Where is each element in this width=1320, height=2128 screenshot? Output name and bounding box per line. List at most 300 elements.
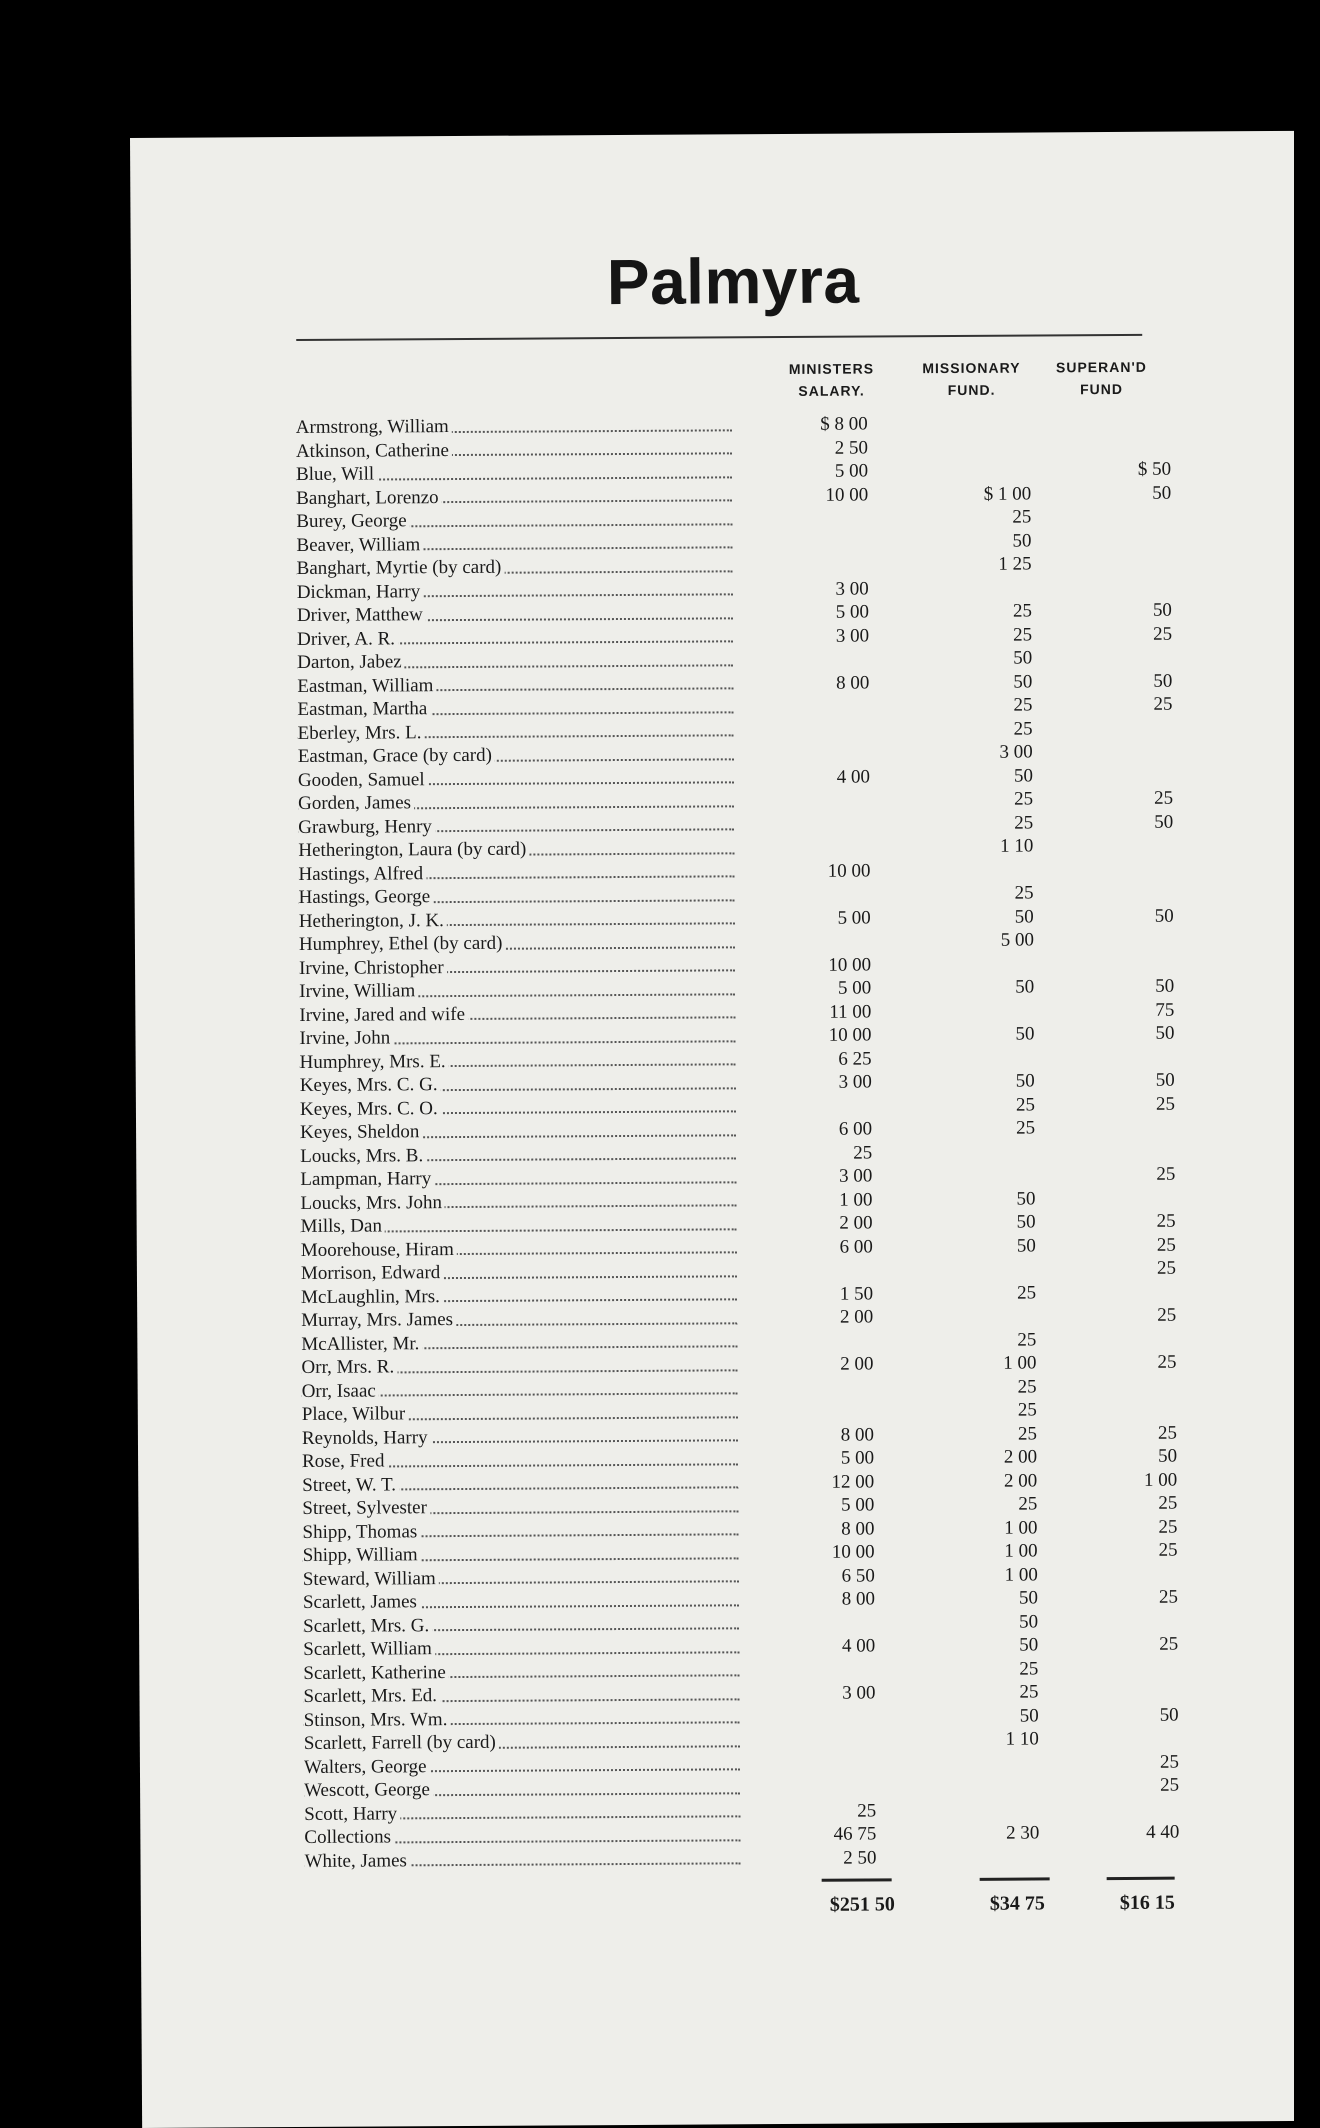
contributor-name: Stinson, Mrs. Wm. — [304, 1709, 451, 1731]
ministers-salary-cell — [774, 1728, 876, 1729]
scan-border — [1294, 0, 1320, 2128]
missionary-fund-cell: 25 — [1015, 1093, 1035, 1116]
missionary-fund-cell: 50 — [1015, 1023, 1035, 1045]
ministers-salary-cell: 2 50 — [843, 1846, 877, 1869]
missionary-fund-cell — [919, 999, 1034, 1000]
name-cell — [301, 1306, 741, 1332]
ministers-salary-cell: 2 50 — [834, 436, 868, 459]
contributor-name: Moorehouse, Hiram — [301, 1239, 457, 1261]
superannuation-fund-cell: 25 — [1158, 1586, 1178, 1608]
contributor-name: Eberley, Mrs. L. — [298, 722, 425, 744]
superannuation-fund-cell — [1061, 1327, 1176, 1328]
superannuation-fund-cell — [1060, 1045, 1175, 1046]
name-cell — [299, 907, 739, 933]
superannuation-fund-cell: 50 — [1155, 1022, 1175, 1044]
ministers-salary-cell: 46 75 — [833, 1823, 877, 1845]
contributor-name: Wescott, George — [304, 1779, 433, 1801]
name-cell — [301, 1212, 741, 1238]
contributor-name: Scott, Harry — [304, 1803, 400, 1825]
ministers-salary-cell: 3 00 — [842, 1682, 876, 1704]
missionary-fund-cell: 25 — [1013, 788, 1034, 810]
ministers-salary-cell: $ 8 00 — [820, 413, 868, 435]
contributor-name: Darton, Jabez — [297, 651, 405, 673]
name-cell — [297, 695, 737, 721]
contributor-name: McLaughlin, Mrs. — [301, 1286, 443, 1308]
missionary-fund-cell: 50 — [1018, 1587, 1038, 1609]
name-cell — [301, 1259, 741, 1285]
ministers-salary-cell — [768, 741, 870, 742]
name-cell — [302, 1494, 742, 1520]
contributor-name: Driver, A. R. — [297, 628, 398, 650]
page-title: Palmyra — [606, 244, 860, 319]
name-cell — [297, 625, 737, 651]
contributor-name: Hetherington, J. K. — [299, 910, 447, 932]
contributor-name: Keyes, Sheldon — [300, 1121, 422, 1143]
missionary-fund-cell — [919, 952, 1034, 953]
header-line: FUND — [1080, 380, 1124, 398]
superannuation-fund-cell: 50 — [1158, 1445, 1178, 1467]
superannuation-fund-cell: 50 — [1152, 599, 1172, 621]
ministers-salary-cell: 10 00 — [828, 1024, 872, 1046]
name-cell — [297, 554, 737, 580]
superannuation-fund-cell — [1060, 1116, 1175, 1117]
ministers-salary-cell: 10 00 — [827, 859, 871, 882]
missionary-fund-cell: 25 — [1017, 1422, 1037, 1445]
ministers-salary-cell: 25 — [857, 1799, 877, 1822]
missionary-fund-cell — [921, 1304, 1036, 1305]
name-cell — [303, 1612, 743, 1638]
missionary-fund-cell: 25 — [1018, 1493, 1038, 1515]
contributor-name: Grawburg, Henry — [298, 816, 435, 838]
contributor-name: Morrison, Edward — [301, 1262, 443, 1284]
contributor-name: Humphrey, Mrs. E. — [300, 1051, 449, 1073]
header-line: SALARY. — [798, 382, 865, 399]
superannuation-fund-cell: 50 — [1154, 811, 1174, 833]
name-cell — [304, 1753, 744, 1779]
missionary-fund-cell — [916, 435, 1031, 436]
contributor-name: Gooden, Samuel — [298, 769, 428, 791]
total-ministers-salary: $251 50 — [829, 1893, 895, 1916]
contributor-name: Driver, Matthew — [297, 604, 426, 626]
ministers-salary-cell: 10 00 — [831, 1541, 875, 1563]
ministers-salary-cell: 1 50 — [839, 1282, 874, 1305]
name-cell — [298, 766, 738, 792]
ministers-salary-cell: 2 00 — [839, 1212, 873, 1234]
contributor-name: Shipp, Thomas — [302, 1521, 420, 1543]
name-cell — [304, 1847, 744, 1873]
contributor-name: Hastings, Alfred — [298, 863, 426, 885]
missionary-fund-cell — [917, 576, 1032, 577]
missionary-fund-cell: 25 — [1017, 1399, 1037, 1421]
missionary-fund-cell: 1 10 — [1000, 835, 1034, 857]
contributor-name: Steward, William — [303, 1568, 439, 1590]
contributor-name: Rose, Fred — [302, 1450, 387, 1472]
ministers-salary-cell: 4 00 — [836, 765, 870, 788]
ministers-salary-cell: 1 00 — [839, 1188, 873, 1211]
superannuation-fund-cell — [1058, 857, 1173, 858]
superannuation-fund-cell: 50 — [1153, 670, 1173, 692]
superannuation-fund-cell: 25 — [1159, 1751, 1180, 1773]
name-cell — [302, 1377, 742, 1403]
contributor-name: Place, Wilbur — [302, 1403, 408, 1425]
superannuation-fund-cell — [1056, 505, 1171, 506]
total-rule — [822, 1878, 892, 1881]
name-cell — [300, 1118, 740, 1144]
contributor-name: Burey, George — [296, 510, 409, 532]
name-cell — [297, 578, 737, 604]
contributor-name: Reynolds, Harry — [302, 1427, 431, 1449]
name-cell — [302, 1447, 742, 1473]
superannuation-fund-cell — [1058, 716, 1173, 717]
name-cell — [296, 437, 736, 463]
name-cell — [300, 1189, 740, 1215]
missionary-fund-cell: 3 00 — [999, 741, 1033, 763]
ministers-salary-cell: 8 00 — [840, 1423, 874, 1446]
missionary-fund-cell — [920, 1140, 1035, 1141]
superannuation-fund-cell: 25 — [1153, 693, 1173, 715]
superannuation-fund-cell: 50 — [1154, 905, 1174, 927]
superannuation-fund-cell: 25 — [1157, 1304, 1177, 1326]
contributor-name: Irvine, Christopher — [299, 957, 447, 979]
contributor-name: Murray, Mrs. James — [301, 1309, 456, 1331]
ministers-salary-cell — [768, 718, 870, 719]
missionary-fund-cell: 50 — [1019, 1634, 1039, 1656]
contributor-name: Street, Sylvester — [302, 1497, 430, 1519]
missionary-fund-cell: 5 00 — [1000, 929, 1034, 951]
missionary-fund-cell — [920, 1046, 1035, 1047]
missionary-fund-cell: 50 — [1012, 530, 1032, 552]
ministers-salary-cell — [770, 1094, 872, 1095]
name-cell — [297, 648, 737, 674]
missionary-fund-cell: 25 — [1012, 600, 1032, 622]
name-cell — [304, 1800, 744, 1826]
missionary-fund-cell: 25 — [1017, 1375, 1037, 1398]
name-cell — [304, 1823, 744, 1849]
ministers-salary-cell: 6 25 — [838, 1047, 872, 1070]
superannuation-fund-cell — [1064, 1797, 1179, 1798]
missionary-fund-cell: 25 — [1014, 882, 1034, 904]
superannuation-fund-cell — [1058, 834, 1173, 835]
column-header-missionary-fund — [901, 356, 1041, 401]
name-cell — [300, 1095, 740, 1121]
total-missionary-fund: $34 75 — [989, 1892, 1045, 1915]
superannuation-fund-cell — [1062, 1374, 1177, 1375]
ministers-salary-cell: 11 00 — [829, 1000, 872, 1023]
ministers-salary-cell — [771, 1258, 873, 1259]
name-cell — [299, 1024, 739, 1050]
superannuation-fund-cell: 25 — [1158, 1492, 1178, 1514]
missionary-fund-cell: 25 — [1019, 1681, 1039, 1703]
name-cell — [297, 601, 737, 627]
list-item — [304, 1844, 1184, 1873]
name-cell — [299, 930, 739, 956]
missionary-fund-cell — [924, 1751, 1039, 1752]
missionary-fund-cell — [924, 1774, 1039, 1775]
contributor-name: Scarlett, William — [303, 1638, 435, 1660]
superannuation-fund-cell: 50 — [1155, 975, 1175, 997]
total-rule — [1107, 1877, 1175, 1880]
missionary-fund-cell — [921, 1257, 1036, 1258]
ministers-salary-cell: 3 00 — [838, 1071, 872, 1093]
column-header-superannuation-fund — [1031, 356, 1171, 401]
name-cell — [301, 1330, 741, 1356]
missionary-fund-cell: 50 — [1014, 905, 1034, 928]
superannuation-fund-cell: 25 — [1152, 623, 1173, 645]
contributor-name: Armstrong, William — [296, 416, 452, 438]
superannuation-fund-cell — [1061, 1280, 1176, 1281]
contributor-name: Keyes, Mrs. C. O. — [300, 1098, 441, 1120]
missionary-fund-cell — [918, 858, 1033, 859]
name-cell — [296, 413, 736, 439]
missionary-fund-cell: 1 00 — [1004, 1540, 1038, 1562]
superannuation-fund-cell: 25 — [1158, 1516, 1178, 1538]
missionary-fund-cell: 50 — [1015, 1070, 1035, 1092]
missionary-fund-cell: 25 — [1016, 1117, 1036, 1139]
name-cell — [296, 484, 736, 510]
ministers-salary-cell — [767, 647, 869, 648]
name-cell — [296, 507, 736, 533]
missionary-fund-cell: 25 — [1013, 694, 1033, 716]
ministers-salary-cell — [766, 530, 868, 531]
superannuation-fund-cell: 50 — [1152, 482, 1172, 504]
ministers-salary-cell: 5 00 — [837, 977, 872, 999]
contributor-name: Collections — [304, 1826, 394, 1848]
missionary-fund-cell: 25 — [1017, 1281, 1037, 1304]
ministers-salary-cell — [769, 929, 871, 930]
missionary-fund-cell: 1 10 — [1005, 1728, 1039, 1750]
ministers-salary-cell: 5 00 — [834, 460, 869, 482]
missionary-fund-cell: 50 — [1016, 1234, 1036, 1257]
contributor-name: Eastman, Grace (by card) — [298, 745, 495, 767]
superannuation-fund-cell — [1060, 1186, 1175, 1187]
name-cell — [298, 860, 738, 886]
name-cell — [296, 531, 736, 557]
missionary-fund-cell: 2 00 — [1003, 1469, 1038, 1492]
superannuation-fund-cell — [1064, 1844, 1179, 1845]
name-cell — [303, 1565, 743, 1591]
superannuation-fund-cell — [1063, 1680, 1178, 1681]
ministers-salary-cell: 4 00 — [841, 1635, 876, 1657]
header-line: SUPERAN'D — [1055, 358, 1147, 376]
superannuation-fund-cell: 50 — [1159, 1704, 1179, 1726]
contributor-name: Street, W. T. — [302, 1474, 399, 1496]
superannuation-fund-cell: 25 — [1158, 1539, 1178, 1561]
superannuation-fund-cell: 25 — [1160, 1774, 1180, 1796]
missionary-fund-cell: 25 — [1019, 1657, 1039, 1680]
missionary-fund-cell: 25 — [1017, 1328, 1037, 1351]
name-cell — [298, 789, 738, 815]
contributor-name: Irvine, William — [299, 980, 418, 1002]
contributor-name: Banghart, Lorenzo — [296, 487, 442, 509]
missionary-fund-cell: 1 00 — [1004, 1516, 1038, 1539]
missionary-fund-cell: 25 — [1014, 811, 1034, 834]
document-page — [130, 131, 1310, 2128]
ministers-salary-cell — [768, 812, 870, 813]
contributor-name: Loucks, Mrs. B. — [300, 1145, 426, 1167]
superannuation-fund-cell: 25 — [1156, 1234, 1176, 1256]
ministers-salary-cell — [773, 1611, 875, 1612]
superannuation-fund-cell — [1056, 528, 1171, 529]
missionary-fund-cell — [920, 1163, 1035, 1164]
superannuation-fund-cell — [1057, 575, 1172, 576]
contributor-name: Banghart, Myrtie (by card) — [297, 557, 505, 579]
name-cell — [301, 1353, 741, 1379]
ministers-salary-cell: 3 00 — [839, 1165, 873, 1187]
contributor-name: McAllister, Mr. — [301, 1333, 422, 1355]
name-cell — [296, 460, 736, 486]
name-cell — [299, 1001, 739, 1027]
name-cell — [300, 1048, 740, 1074]
ministers-salary-cell: 2 00 — [840, 1353, 874, 1375]
name-cell — [301, 1236, 741, 1262]
contributor-name: Scarlett, Katherine — [303, 1662, 449, 1684]
contributor-name: Atkinson, Catherine — [296, 440, 452, 462]
contributor-name: Irvine, John — [299, 1027, 393, 1049]
superannuation-fund-cell: $ 50 — [1137, 458, 1172, 480]
name-cell — [302, 1518, 742, 1544]
superannuation-fund-cell — [1060, 1139, 1175, 1140]
superannuation-fund-cell — [1057, 552, 1172, 553]
contributor-name: Scarlett, Farrell (by card) — [304, 1732, 499, 1754]
ministers-salary-cell: 8 00 — [841, 1588, 876, 1610]
contributor-name: Humphrey, Ethel (by card) — [299, 933, 506, 955]
contributor-name: Eastman, Martha — [297, 698, 430, 720]
ministers-salary-cell — [766, 506, 868, 507]
name-cell — [300, 1165, 740, 1191]
superannuation-fund-cell: 25 — [1153, 787, 1174, 809]
missionary-fund-cell: $ 1 00 — [983, 483, 1032, 505]
ministers-salary-cell — [772, 1376, 874, 1377]
contributor-name: Mills, Dan — [301, 1215, 385, 1237]
name-cell — [302, 1424, 742, 1450]
name-cell — [303, 1635, 743, 1661]
ministers-salary-cell — [768, 835, 870, 836]
missionary-fund-cell — [924, 1845, 1039, 1846]
contributor-name: Orr, Isaac — [302, 1380, 379, 1401]
contributor-name: Gorden, James — [298, 792, 414, 814]
contributor-name: Scarlett, Mrs. G. — [303, 1615, 432, 1637]
contributor-name: Hetherington, Laura (by card) — [298, 839, 529, 861]
superannuation-fund-cell: 25 — [1157, 1422, 1177, 1444]
header-line: MINISTERS — [788, 360, 875, 377]
missionary-fund-cell: 25 — [1012, 506, 1032, 528]
missionary-fund-cell: 50 — [1019, 1704, 1039, 1727]
superannuation-fund-cell: 25 — [1159, 1633, 1179, 1655]
name-cell — [300, 1142, 740, 1168]
title-rule — [296, 334, 1142, 341]
ministers-salary-cell: 3 00 — [835, 577, 869, 600]
missionary-fund-cell: 25 — [1012, 623, 1033, 646]
ministers-salary-cell: 6 50 — [841, 1564, 875, 1587]
ministers-salary-cell: 5 00 — [840, 1447, 875, 1469]
superannuation-fund-cell — [1058, 763, 1173, 764]
contributor-name: Keyes, Mrs. C. G. — [300, 1074, 441, 1096]
missionary-fund-cell: 50 — [1016, 1187, 1036, 1210]
name-cell — [299, 977, 739, 1003]
missionary-fund-cell: 2 30 — [1006, 1822, 1040, 1844]
ministers-salary-cell: 5 00 — [837, 906, 871, 929]
total-superannuation-fund: $16 15 — [1119, 1891, 1175, 1914]
ministers-salary-cell: 6 00 — [838, 1118, 873, 1140]
contributor-name: Eastman, William — [297, 675, 436, 697]
name-cell — [302, 1471, 742, 1497]
ministers-salary-cell — [774, 1752, 876, 1753]
superannuation-fund-cell — [1059, 928, 1174, 929]
ministers-salary-cell — [767, 553, 869, 554]
contributor-name: Lampman, Harry — [300, 1168, 434, 1190]
name-cell — [298, 719, 738, 745]
missionary-fund-cell — [916, 412, 1031, 413]
contributor-name: Scarlett, Mrs. Ed. — [303, 1685, 440, 1707]
name-cell — [303, 1541, 743, 1567]
name-cell — [304, 1776, 744, 1802]
superannuation-fund-cell — [1056, 434, 1171, 435]
ministers-salary-cell: 25 — [853, 1141, 873, 1164]
ministers-salary-cell: 6 00 — [839, 1235, 873, 1258]
superannuation-fund-cell — [1059, 951, 1174, 952]
superannuation-fund-cell: 1 00 — [1143, 1469, 1178, 1491]
missionary-fund-cell: 50 — [1013, 647, 1033, 669]
ministers-salary-cell: 2 00 — [839, 1306, 874, 1328]
contributor-name: Hastings, George — [299, 886, 434, 908]
missionary-fund-cell: 2 00 — [1003, 1446, 1038, 1468]
ministers-salary-cell — [772, 1399, 874, 1400]
total-rule — [980, 1877, 1050, 1880]
superannuation-fund-cell: 25 — [1156, 1257, 1176, 1279]
superannuation-fund-cell: 75 — [1155, 999, 1175, 1021]
superannuation-fund-cell — [1063, 1562, 1178, 1563]
header-line: FUND. — [947, 381, 996, 399]
superannuation-fund-cell — [1058, 740, 1173, 741]
name-cell — [304, 1729, 744, 1755]
name-cell — [299, 954, 739, 980]
ministers-salary-cell — [769, 882, 871, 883]
superannuation-fund-cell: 25 — [1155, 1093, 1175, 1115]
ministers-salary-cell: 3 00 — [835, 624, 870, 647]
contributor-name: White, James — [304, 1850, 409, 1872]
name-cell — [302, 1400, 742, 1426]
name-cell — [304, 1706, 744, 1732]
name-cell — [301, 1283, 741, 1309]
ministers-salary-cell: 10 00 — [825, 483, 869, 506]
missionary-fund-cell: 1 00 — [1004, 1563, 1038, 1586]
superannuation-fund-cell — [1062, 1398, 1177, 1399]
name-cell — [303, 1659, 743, 1685]
superannuation-fund-cell — [1059, 881, 1174, 882]
missionary-fund-cell: 50 — [1013, 764, 1033, 787]
name-cell — [298, 813, 738, 839]
header-line: MISSIONARY — [922, 359, 1021, 377]
ministers-salary-cell — [771, 1329, 873, 1330]
contributor-name: Loucks, Mrs. John — [300, 1192, 445, 1214]
missionary-fund-cell — [916, 459, 1031, 460]
name-cell — [298, 742, 738, 768]
contributor-name: Beaver, William — [296, 534, 423, 556]
missionary-fund-cell: 50 — [1013, 670, 1033, 693]
ministers-salary-cell: 8 00 — [841, 1517, 875, 1540]
superannuation-fund-cell — [1063, 1609, 1178, 1610]
ministers-salary-cell — [767, 694, 869, 695]
name-cell — [303, 1588, 743, 1614]
contribution-list — [296, 411, 1185, 1873]
superannuation-fund-cell: 25 — [1156, 1163, 1176, 1185]
name-cell — [303, 1682, 743, 1708]
contributor-name: Dickman, Harry — [297, 581, 424, 603]
missionary-fund-cell: 1 00 — [1003, 1352, 1037, 1374]
missionary-fund-cell: 25 — [1013, 717, 1033, 740]
name-cell — [297, 672, 737, 698]
contributor-name: Shipp, William — [303, 1544, 421, 1566]
